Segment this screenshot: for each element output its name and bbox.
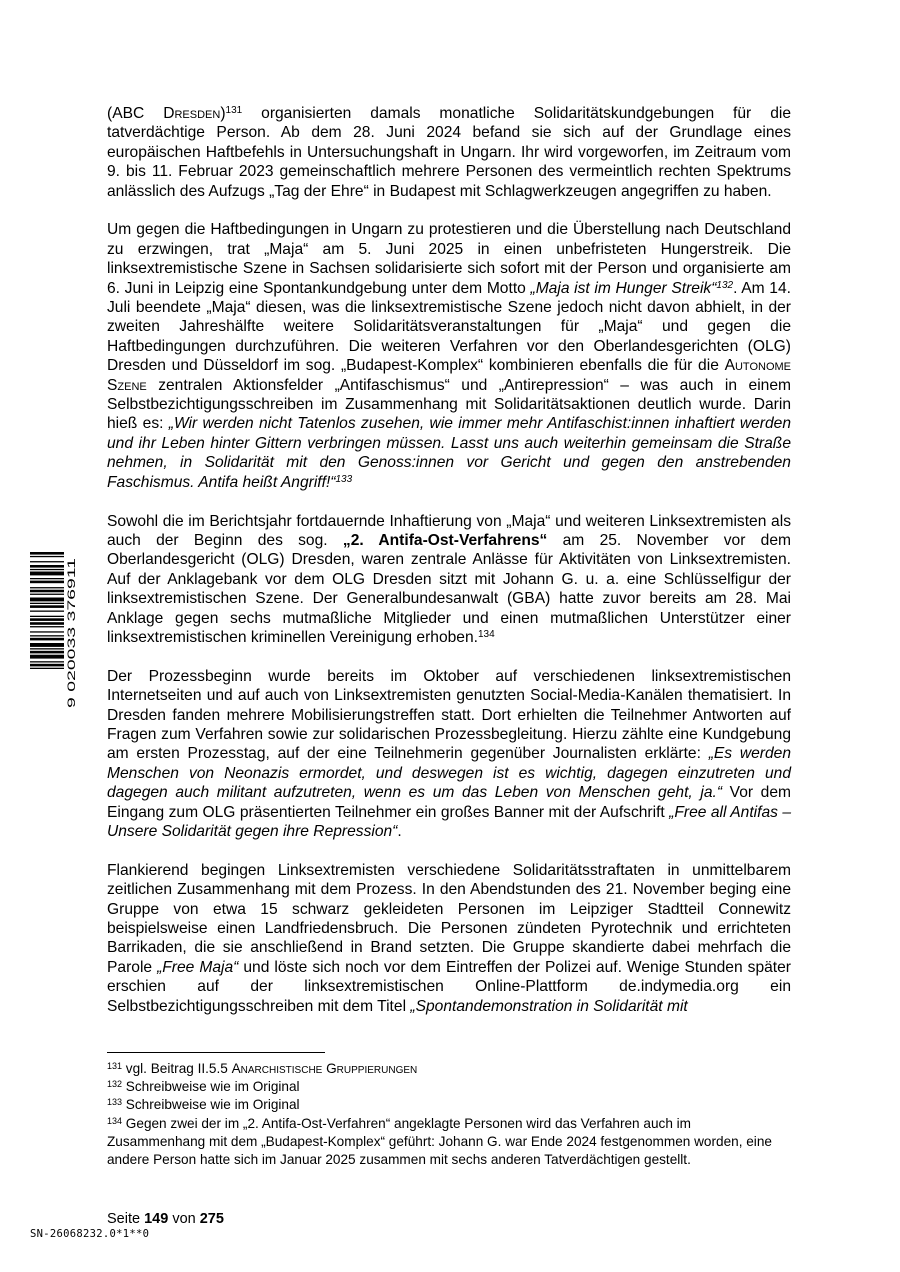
paragraph-4 <box>107 667 791 842</box>
small-caps-text: Autonome Szene <box>107 357 791 394</box>
barcode-bar <box>30 552 64 555</box>
barcode-bar <box>30 648 64 649</box>
page-number <box>107 1211 224 1227</box>
text: zentralen Aktionsfelder „Antifaschismus“ und „Antirepression“ – was auch in einem Selbstbezichtigungsschreiben im Zusammenhang mit Solidaritätsaktionen deutlich wurde. Darin hieß es: <box>107 376 791 433</box>
italic-quote: „Wir werden nicht Tatenlos zusehen, wie immer mehr Antifaschist:innen inhaftiert werden und ihr Leben hinter Gittern verbringen müssen. Lasst uns auch weiterhin gemeinsam die Straße nehmen, in Solidarität mit den Genoss:innen vor Gericht und gegen den anstrebenden Faschismus. Antifa heißt Angriff!“ <box>107 415 791 491</box>
small-caps-text: Dresden <box>163 105 221 122</box>
bold-term: „2. Antifa-Ost-Verfahrens“ <box>342 531 548 549</box>
italic-quote: „Es werden Menschen von Neonazis ermordet, und deswegen ist es wichtig, dagegen einzutreten und dagegen auch militant aufzutreten, wenn es um das Leben von Menschen geht, ja.“ <box>107 745 791 802</box>
barcode-bar <box>30 611 64 612</box>
barcode-bar <box>30 605 64 608</box>
footnote-ref[interactable] <box>716 280 733 291</box>
barcode-bar <box>30 635 64 636</box>
text: Sowohl die im Berichtsjahr fortdauernde Inhaftierung von „Maja“ und weiteren Linksextremisten als auch der Beginn des sog. <box>107 512 791 549</box>
barcode-bar <box>30 643 64 647</box>
footnote-ref[interactable] <box>336 474 353 485</box>
barcode-bar <box>30 618 64 621</box>
barcode-bar <box>30 587 64 588</box>
page-separator: von <box>168 1211 200 1227</box>
barcode-bar <box>30 622 64 625</box>
barcode-bar <box>30 598 64 602</box>
footnote-ref[interactable]: 134 <box>477 628 495 640</box>
barcode-bar <box>30 651 64 654</box>
barcode-bar <box>30 631 64 632</box>
footnote-number: 134 <box>107 1115 123 1126</box>
paragraph-3 <box>107 512 791 648</box>
footnote-ref[interactable]: 131 <box>225 105 243 116</box>
text: organisierten damals monatliche Solidaritätskundgebungen für die tatverdächtige Person. Ab dem 28. Juni 2024 befand sie sich auf der Grundlage eines europäischen Haftbefehls in Untersuchungshaft in Ungarn. Ihr wird vorgeworfen, im Zeitraum vom 9. bis 11. Februar 2023 gemeinschaftlich mehrere Personen des vermeintlich rechten Spektrums anlässlich des Aufzugs „Tag der Ehre“ in Budapest mit Schlagwerkzeugen angegriffen zu haben. <box>107 105 791 200</box>
footnote-text: Schreibweise wie im Original <box>122 1097 300 1113</box>
italic-quote: „Maja ist im Hunger Streik“ <box>530 279 717 297</box>
barcode-bar <box>30 565 64 568</box>
footnote-133 <box>107 1096 791 1114</box>
footnote-small-caps: Anarchistische Gruppierungen <box>231 1061 418 1076</box>
barcode-digits <box>66 558 78 708</box>
barcode-digits-text: 9 020033 376911 <box>66 623 78 708</box>
footnote-ref-number: 133 <box>335 473 353 485</box>
paragraph-2 <box>107 220 791 492</box>
footnote-132 <box>107 1078 791 1096</box>
barcode-bar <box>30 572 64 576</box>
footnote-separator <box>107 1052 325 1053</box>
text: Um gegen die Haftbedingungen in Ungarn zu protestieren und die Überstellung nach Deutschland zu erzwingen, trat „Maja“ am 5. Juni 2025 in einen unbefristeten Hungerstreik. Die linksextremistische Szene in Sachsen solidarisierte sich sofort mit der Person und organisierte am 6. Juni in Leipzig eine Spontankundgebung unter dem Motto <box>107 221 791 297</box>
footnote-text: Schreibweise wie im Original <box>122 1079 300 1095</box>
footnote-number: 131 <box>107 1061 123 1071</box>
barcode-bar <box>30 590 64 593</box>
text: am 25. November vor dem Oberlandesgericht (OLG) Dresden, waren zentrale Anlässe für Aktivitäten von Linksextremisten. Auf der Anklagebank vor dem OLG Dresden sitzt mit Johann G. u. a. eine Schlüsselfigur der linksextremistischen Szene. Der Generalbundesanwalt (GBA) hatte zuvor bereits am 28. Mai Anklage gegen sechs mutmaßliche Mitglieder und einen mutmaßlichen Unterstützer einer linksextremistischen kriminellen Vereinigung erhoben. <box>107 531 791 646</box>
footnote-131 <box>107 1060 791 1078</box>
page-prefix: Seite <box>107 1211 145 1227</box>
paragraph-1 <box>107 104 791 201</box>
barcode-bar <box>30 603 64 604</box>
footnote-text: Gegen zwei der im „2. Antifa-Ost-Verfahren“ angeklagte Personen wird das Verfahren auch im Zusammenhang mit dem „Budapest-Komplex“ geführt: Johann G. war Ende 2024 festgenommen worden, eine andere Person hatte sich im Januar 2025 zusammen mit sechs anderen Tatverdächtigen gestellt. <box>107 1115 772 1168</box>
document-body <box>107 104 791 1016</box>
footnote-number: 132 <box>107 1079 123 1090</box>
text: . <box>397 822 402 840</box>
footnote-text: vgl. Beitrag II.5.5 <box>122 1061 232 1076</box>
footnote-number: 133 <box>107 1097 123 1108</box>
text: und löste sich noch vor dem Eintreffen der Polizei auf. Wenige Stunden später erschien auf der linksextremistischen Online-Plattform de.indymedia.org ein Selbstbezichtigungsschreiben mit dem Titel <box>107 958 791 1015</box>
italic-quote: „Free Maja“ <box>157 958 239 976</box>
barcode-bar <box>30 556 64 557</box>
document-id: SN-26068232.0*1**0 <box>30 1228 150 1240</box>
barcode-bar <box>30 626 64 627</box>
paragraph-5 <box>107 861 791 1016</box>
barcode-bar <box>30 616 64 617</box>
barcode-bar <box>30 638 64 641</box>
barcode-bar <box>30 578 64 579</box>
text: ) <box>220 105 226 122</box>
barcode-bar <box>30 655 64 659</box>
barcode-bar <box>30 661 64 662</box>
barcode-bar <box>30 581 64 584</box>
text: (ABC <box>107 105 164 122</box>
text: Vor dem Eingang zum OLG präsentierten Teilnehmer ein großes Banner mit der Aufschrift <box>107 784 792 821</box>
italic-quote: „Spontandemonstration in Solidarität mit <box>410 997 688 1015</box>
italic-quote: „Free all Antifas – Unsere Solidarität gegen ihre Repression“ <box>107 803 791 840</box>
barcode-bar <box>30 664 64 667</box>
text: Der Prozessbeginn wurde bereits im Oktober auf verschiedenen linksextremistischen Internetseiten und auf auch von Linksextremisten genutzten Social-Media-Kanälen thematisiert. In Dresden fanden mehrere Mobilisierungstreffen statt. Dort erhielten die Teilnehmer Antworten auf Fragen zum Verfahren sowie zur solidarischen Prozessbegleitung. Hierzu zählte eine Kundgebung am ersten Prozesstag, auf der eine Teilnehmerin gegenüber Journalisten erklärte: <box>107 667 791 763</box>
page-total: 275 <box>199 1211 224 1227</box>
text: Flankierend begingen Linksextremisten verschiedene Solidaritätsstraftaten in unmittelbarem zeitlichen Zusammenhang mit dem Prozess. In den Abendstunden des 21. November beging eine Gruppe von etwa 15 schwarz gekleideten Personen im Leipziger Stadtteil Connewitz beispielsweise einen Landfriedensbruch. Die Personen zündeten Pyrotechnik und errichteten Barrikaden, die sie anschließend in Brand setzten. Die Gruppe skandierte dabei mehrfach die Parole <box>107 861 791 976</box>
footnote-134 <box>107 1115 791 1170</box>
text: . Am 14. Juli beendete „Maja“ diesen, was die linksextremistische Szene jedoch nicht davon abhielt, in der zweiten Jahreshälfte weitere Solidaritätsveranstaltungen für „Maja“ und gegen die Haftbedingungen durchzuführen. Die weiteren Verfahren vor den Oberlandesgerichten (OLG) Dresden und Düsseldorf im sog. „Budapest-Komplex“ kombinieren ebenfalls die für die <box>107 279 791 375</box>
barcode-bar <box>30 668 64 669</box>
barcode-bar <box>30 569 64 570</box>
barcode-bar <box>30 594 64 595</box>
footnote-ref-number: 132 <box>716 279 734 291</box>
barcode-bar <box>30 561 64 562</box>
page-current: 149 <box>144 1211 169 1227</box>
footnotes <box>107 1060 791 1169</box>
